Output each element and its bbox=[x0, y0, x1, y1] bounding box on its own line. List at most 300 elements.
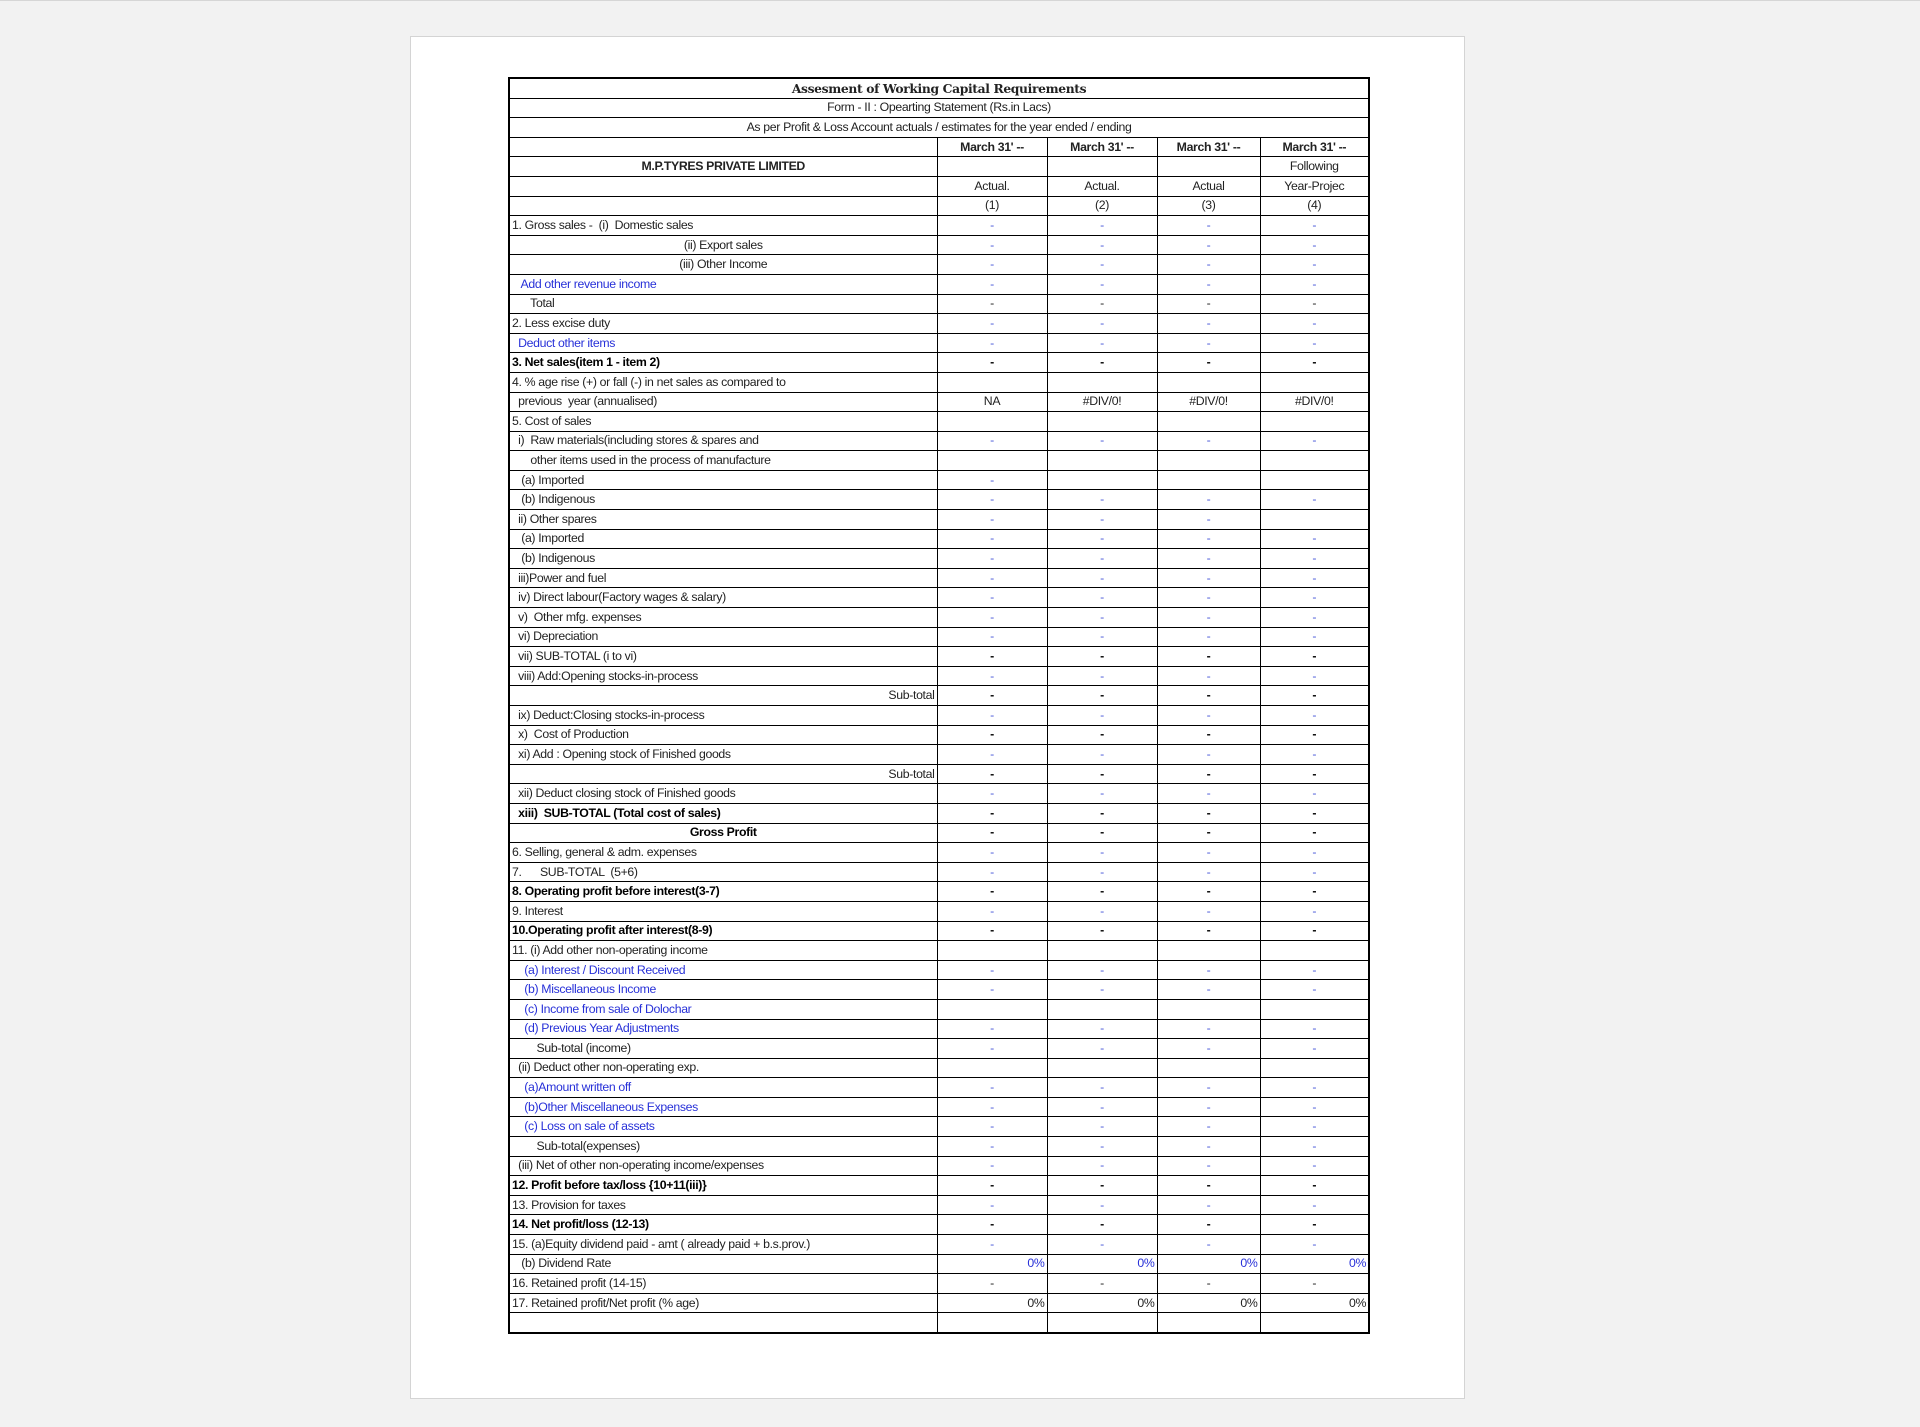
row-value-col-1: - bbox=[937, 294, 1047, 314]
row-value-col-4 bbox=[1260, 1058, 1369, 1078]
row-label: (iii) Net of other non-operating income/expenses bbox=[509, 1156, 937, 1176]
row-label: Gross Profit bbox=[509, 823, 937, 843]
row-value-col-4: - bbox=[1260, 1176, 1369, 1196]
row-value-col-4: - bbox=[1260, 803, 1369, 823]
row-value-col-1: - bbox=[937, 862, 1047, 882]
table-row bbox=[509, 941, 1369, 961]
row-value-col-2: - bbox=[1047, 1097, 1157, 1117]
row-value-col-1: - bbox=[937, 725, 1047, 745]
row-value-col-2: - bbox=[1047, 764, 1157, 784]
row-value-col-2: - bbox=[1047, 921, 1157, 941]
row-value-col-4: - bbox=[1260, 274, 1369, 294]
row-value-col-2: - bbox=[1047, 666, 1157, 686]
row-value-col-1: - bbox=[937, 627, 1047, 647]
row-value-col-1 bbox=[937, 1313, 1047, 1333]
row-value-col-1: - bbox=[937, 843, 1047, 863]
row-label: vi) Depreciation bbox=[509, 627, 937, 647]
row-value-col-3: - bbox=[1157, 745, 1260, 765]
row-value-col-4: - bbox=[1260, 216, 1369, 236]
row-value-col-4 bbox=[1260, 1313, 1369, 1333]
row-value-col-3: - bbox=[1157, 803, 1260, 823]
row-value-col-1: - bbox=[937, 960, 1047, 980]
row-value-col-2 bbox=[1047, 1313, 1157, 1333]
row-value-col-4: - bbox=[1260, 529, 1369, 549]
row-label: vii) SUB-TOTAL (i to vi) bbox=[509, 647, 937, 667]
header-kind-row bbox=[509, 176, 1369, 196]
row-label: (a) Imported bbox=[509, 529, 937, 549]
row-value-col-4 bbox=[1260, 470, 1369, 490]
row-value-col-4 bbox=[1260, 372, 1369, 392]
row-value-col-3: - bbox=[1157, 1274, 1260, 1294]
header-date-row bbox=[509, 137, 1369, 157]
row-value-col-4: - bbox=[1260, 725, 1369, 745]
row-value-col-3: - bbox=[1157, 1156, 1260, 1176]
table-row bbox=[509, 255, 1369, 275]
table-row bbox=[509, 960, 1369, 980]
table-row bbox=[509, 1039, 1369, 1059]
row-value-col-3: #DIV/0! bbox=[1157, 392, 1260, 412]
row-value-col-3: - bbox=[1157, 686, 1260, 706]
row-value-col-2: - bbox=[1047, 588, 1157, 608]
row-value-col-2: - bbox=[1047, 686, 1157, 706]
row-value-col-4: - bbox=[1260, 901, 1369, 921]
header-company-row bbox=[509, 157, 1369, 177]
row-value-col-3: - bbox=[1157, 901, 1260, 921]
row-value-col-1: - bbox=[937, 1215, 1047, 1235]
row-label: Total bbox=[509, 294, 937, 314]
row-value-col-1: - bbox=[937, 921, 1047, 941]
row-value-col-4: - bbox=[1260, 1078, 1369, 1098]
row-value-col-2 bbox=[1047, 999, 1157, 1019]
row-label: (a)Amount written off bbox=[509, 1078, 937, 1098]
table-row bbox=[509, 1215, 1369, 1235]
table-row bbox=[509, 706, 1369, 726]
row-value-col-3: - bbox=[1157, 627, 1260, 647]
row-value-col-4: - bbox=[1260, 745, 1369, 765]
row-value-col-2: - bbox=[1047, 1176, 1157, 1196]
operating-statement-table bbox=[508, 77, 1370, 1334]
row-value-col-1: - bbox=[937, 274, 1047, 294]
table-row bbox=[509, 1195, 1369, 1215]
row-value-col-3: - bbox=[1157, 1117, 1260, 1137]
row-label: i) Raw materials(including stores & spares and bbox=[509, 431, 937, 451]
row-value-col-2: - bbox=[1047, 1078, 1157, 1098]
row-value-col-1: - bbox=[937, 353, 1047, 373]
row-value-col-4: - bbox=[1260, 1156, 1369, 1176]
column-kind-top-3 bbox=[1157, 157, 1260, 177]
row-value-col-2: - bbox=[1047, 255, 1157, 275]
header-blank-cell bbox=[509, 176, 937, 196]
column-date-3: March 31' -- bbox=[1157, 137, 1260, 157]
row-label: Deduct other items bbox=[509, 333, 937, 353]
row-value-col-4: - bbox=[1260, 921, 1369, 941]
table-row bbox=[509, 608, 1369, 628]
row-value-col-1: - bbox=[937, 1117, 1047, 1137]
column-number-4: (4) bbox=[1260, 196, 1369, 216]
row-label: previous year (annualised) bbox=[509, 392, 937, 412]
row-value-col-4: - bbox=[1260, 627, 1369, 647]
table-row bbox=[509, 803, 1369, 823]
table-row bbox=[509, 451, 1369, 471]
table-row bbox=[509, 333, 1369, 353]
row-value-col-2: - bbox=[1047, 901, 1157, 921]
row-value-col-2: - bbox=[1047, 725, 1157, 745]
row-value-col-2 bbox=[1047, 372, 1157, 392]
row-value-col-1: - bbox=[937, 490, 1047, 510]
row-value-col-2: 0% bbox=[1047, 1254, 1157, 1274]
row-value-col-2 bbox=[1047, 412, 1157, 432]
row-value-col-1: - bbox=[937, 686, 1047, 706]
row-label: 6. Selling, general & adm. expenses bbox=[509, 843, 937, 863]
table-row bbox=[509, 784, 1369, 804]
table-row bbox=[509, 1097, 1369, 1117]
row-value-col-1: - bbox=[937, 529, 1047, 549]
row-label: (b)Other Miscellaneous Expenses bbox=[509, 1097, 937, 1117]
row-value-col-1: - bbox=[937, 255, 1047, 275]
row-value-col-2: - bbox=[1047, 314, 1157, 334]
row-value-col-2: - bbox=[1047, 568, 1157, 588]
row-value-col-4 bbox=[1260, 999, 1369, 1019]
row-value-col-1: - bbox=[937, 216, 1047, 236]
row-value-col-3: - bbox=[1157, 1176, 1260, 1196]
row-value-col-1: - bbox=[937, 647, 1047, 667]
table-row bbox=[509, 1313, 1369, 1333]
table-row bbox=[509, 725, 1369, 745]
row-value-col-3: - bbox=[1157, 882, 1260, 902]
row-label: (b) Indigenous bbox=[509, 549, 937, 569]
row-value-col-4: - bbox=[1260, 1039, 1369, 1059]
row-value-col-1 bbox=[937, 999, 1047, 1019]
row-value-col-3 bbox=[1157, 412, 1260, 432]
row-value-col-4: - bbox=[1260, 647, 1369, 667]
row-value-col-3: - bbox=[1157, 1078, 1260, 1098]
document-subtitle: Form - II : Opearting Statement (Rs.in Lacs) bbox=[509, 98, 1369, 118]
row-value-col-1: - bbox=[937, 1176, 1047, 1196]
row-value-col-2: - bbox=[1047, 1019, 1157, 1039]
row-value-col-2 bbox=[1047, 470, 1157, 490]
row-value-col-1: - bbox=[937, 568, 1047, 588]
table-row bbox=[509, 745, 1369, 765]
row-value-col-1: - bbox=[937, 1097, 1047, 1117]
row-value-col-3: - bbox=[1157, 431, 1260, 451]
column-date-4: March 31' -- bbox=[1260, 137, 1369, 157]
row-value-col-3: 0% bbox=[1157, 1254, 1260, 1274]
row-value-col-2: - bbox=[1047, 1156, 1157, 1176]
document-page bbox=[410, 36, 1465, 1399]
row-value-col-4: - bbox=[1260, 960, 1369, 980]
table-row bbox=[509, 294, 1369, 314]
row-value-col-4: 0% bbox=[1260, 1293, 1369, 1313]
row-value-col-2: - bbox=[1047, 784, 1157, 804]
basis-row bbox=[509, 118, 1369, 138]
row-value-col-4: - bbox=[1260, 666, 1369, 686]
table-row bbox=[509, 431, 1369, 451]
row-value-col-2: - bbox=[1047, 1117, 1157, 1137]
row-value-col-4: - bbox=[1260, 431, 1369, 451]
table-row bbox=[509, 353, 1369, 373]
row-value-col-1: - bbox=[937, 1039, 1047, 1059]
row-value-col-4: - bbox=[1260, 353, 1369, 373]
row-label: iii)Power and fuel bbox=[509, 568, 937, 588]
row-label: (c) Loss on sale of assets bbox=[509, 1117, 937, 1137]
row-value-col-3: - bbox=[1157, 274, 1260, 294]
row-value-col-1: - bbox=[937, 803, 1047, 823]
table-row bbox=[509, 666, 1369, 686]
row-value-col-1: - bbox=[937, 1195, 1047, 1215]
document-title: Assesment of Working Capital Requirements bbox=[509, 78, 1369, 98]
table-row bbox=[509, 1176, 1369, 1196]
row-value-col-2: - bbox=[1047, 627, 1157, 647]
row-value-col-4: - bbox=[1260, 1274, 1369, 1294]
row-label: x) Cost of Production bbox=[509, 725, 937, 745]
row-value-col-3: 0% bbox=[1157, 1293, 1260, 1313]
row-value-col-1: - bbox=[937, 1235, 1047, 1255]
row-value-col-2: - bbox=[1047, 510, 1157, 530]
row-label: ix) Deduct:Closing stocks-in-process bbox=[509, 706, 937, 726]
row-label: 15. (a)Equity dividend paid - amt ( already paid + b.s.prov.) bbox=[509, 1235, 937, 1255]
row-value-col-3 bbox=[1157, 999, 1260, 1019]
row-label: (d) Previous Year Adjustments bbox=[509, 1019, 937, 1039]
row-value-col-4: - bbox=[1260, 314, 1369, 334]
row-label: (iii) Other Income bbox=[509, 255, 937, 275]
row-value-col-3: - bbox=[1157, 588, 1260, 608]
row-value-col-1: - bbox=[937, 1156, 1047, 1176]
row-value-col-2: - bbox=[1047, 529, 1157, 549]
table-row bbox=[509, 510, 1369, 530]
row-value-col-3: - bbox=[1157, 1195, 1260, 1215]
row-value-col-1: - bbox=[937, 901, 1047, 921]
row-label: 1. Gross sales - (i) Domestic sales bbox=[509, 216, 937, 236]
row-value-col-3: - bbox=[1157, 1137, 1260, 1157]
row-label: 13. Provision for taxes bbox=[509, 1195, 937, 1215]
row-value-col-2: - bbox=[1047, 1215, 1157, 1235]
row-value-col-3: - bbox=[1157, 549, 1260, 569]
row-label: 9. Interest bbox=[509, 901, 937, 921]
table-row bbox=[509, 490, 1369, 510]
row-value-col-1: - bbox=[937, 510, 1047, 530]
row-value-col-3: - bbox=[1157, 1097, 1260, 1117]
row-value-col-1: - bbox=[937, 980, 1047, 1000]
table-row bbox=[509, 274, 1369, 294]
row-value-col-4: - bbox=[1260, 294, 1369, 314]
row-value-col-1: - bbox=[937, 314, 1047, 334]
row-value-col-3: - bbox=[1157, 823, 1260, 843]
column-kind-4: Year-Projec bbox=[1260, 176, 1369, 196]
row-value-col-1: - bbox=[937, 235, 1047, 255]
row-value-col-2: - bbox=[1047, 843, 1157, 863]
row-value-col-2: - bbox=[1047, 882, 1157, 902]
row-label: (ii) Deduct other non-operating exp. bbox=[509, 1058, 937, 1078]
row-value-col-2: - bbox=[1047, 294, 1157, 314]
row-value-col-2 bbox=[1047, 941, 1157, 961]
row-value-col-2: - bbox=[1047, 353, 1157, 373]
table-row bbox=[509, 862, 1369, 882]
table-row bbox=[509, 235, 1369, 255]
row-value-col-3: - bbox=[1157, 960, 1260, 980]
row-value-col-1: - bbox=[937, 706, 1047, 726]
row-value-col-1 bbox=[937, 451, 1047, 471]
row-value-col-3: - bbox=[1157, 353, 1260, 373]
row-value-col-3: - bbox=[1157, 843, 1260, 863]
header-blank-cell bbox=[509, 196, 937, 216]
table-row bbox=[509, 1117, 1369, 1137]
window-top-border bbox=[0, 0, 1920, 1]
row-value-col-1 bbox=[937, 941, 1047, 961]
row-value-col-2: - bbox=[1047, 1137, 1157, 1157]
row-value-col-4: - bbox=[1260, 608, 1369, 628]
row-label: (b) Dividend Rate bbox=[509, 1254, 937, 1274]
row-value-col-1: - bbox=[937, 666, 1047, 686]
row-value-col-3: - bbox=[1157, 980, 1260, 1000]
row-label: Sub-total (income) bbox=[509, 1039, 937, 1059]
row-label: (a) Interest / Discount Received bbox=[509, 960, 937, 980]
table-row bbox=[509, 882, 1369, 902]
row-value-col-4: 0% bbox=[1260, 1254, 1369, 1274]
row-value-col-2 bbox=[1047, 451, 1157, 471]
row-label: 5. Cost of sales bbox=[509, 412, 937, 432]
row-value-col-1: - bbox=[937, 1274, 1047, 1294]
table-row bbox=[509, 686, 1369, 706]
row-value-col-4: - bbox=[1260, 333, 1369, 353]
row-value-col-1: - bbox=[937, 764, 1047, 784]
row-value-col-2: #DIV/0! bbox=[1047, 392, 1157, 412]
row-label: 2. Less excise duty bbox=[509, 314, 937, 334]
row-label: xi) Add : Opening stock of Finished goods bbox=[509, 745, 937, 765]
row-label: 11. (i) Add other non-operating income bbox=[509, 941, 937, 961]
row-value-col-3: - bbox=[1157, 490, 1260, 510]
row-value-col-2: - bbox=[1047, 431, 1157, 451]
row-value-col-3 bbox=[1157, 451, 1260, 471]
row-value-col-3: - bbox=[1157, 255, 1260, 275]
table-row bbox=[509, 999, 1369, 1019]
row-value-col-2: 0% bbox=[1047, 1293, 1157, 1313]
row-value-col-3: - bbox=[1157, 725, 1260, 745]
column-date-1: March 31' -- bbox=[937, 137, 1047, 157]
row-value-col-4: - bbox=[1260, 843, 1369, 863]
row-value-col-1: 0% bbox=[937, 1293, 1047, 1313]
row-value-col-2: - bbox=[1047, 608, 1157, 628]
row-value-col-2: - bbox=[1047, 235, 1157, 255]
row-value-col-2 bbox=[1047, 1058, 1157, 1078]
table-row bbox=[509, 1137, 1369, 1157]
table-row bbox=[509, 1019, 1369, 1039]
row-value-col-2: - bbox=[1047, 706, 1157, 726]
row-label: 16. Retained profit (14-15) bbox=[509, 1274, 937, 1294]
table-row bbox=[509, 372, 1369, 392]
row-value-col-4: - bbox=[1260, 784, 1369, 804]
row-value-col-2: - bbox=[1047, 1039, 1157, 1059]
row-value-col-3: - bbox=[1157, 764, 1260, 784]
row-value-col-3: - bbox=[1157, 568, 1260, 588]
row-value-col-4 bbox=[1260, 941, 1369, 961]
row-value-col-3: - bbox=[1157, 1019, 1260, 1039]
row-value-col-1: - bbox=[937, 549, 1047, 569]
row-label: Sub-total bbox=[509, 764, 937, 784]
column-kind-top-1 bbox=[937, 157, 1047, 177]
row-value-col-1 bbox=[937, 412, 1047, 432]
row-value-col-1: - bbox=[937, 333, 1047, 353]
row-label: 3. Net sales(item 1 - item 2) bbox=[509, 353, 937, 373]
row-value-col-4: - bbox=[1260, 1117, 1369, 1137]
table-row bbox=[509, 412, 1369, 432]
row-value-col-1: - bbox=[937, 745, 1047, 765]
table-row bbox=[509, 1254, 1369, 1274]
row-value-col-2: - bbox=[1047, 647, 1157, 667]
row-value-col-1: - bbox=[937, 1137, 1047, 1157]
row-value-col-4: - bbox=[1260, 882, 1369, 902]
row-value-col-3: - bbox=[1157, 510, 1260, 530]
table-row bbox=[509, 314, 1369, 334]
row-value-col-4: - bbox=[1260, 706, 1369, 726]
row-value-col-1 bbox=[937, 1058, 1047, 1078]
row-label: (b) Miscellaneous Income bbox=[509, 980, 937, 1000]
row-value-col-4: - bbox=[1260, 686, 1369, 706]
row-label: ii) Other spares bbox=[509, 510, 937, 530]
row-label: (ii) Export sales bbox=[509, 235, 937, 255]
table-row bbox=[509, 627, 1369, 647]
row-label: 4. % age rise (+) or fall (-) in net sales as compared to bbox=[509, 372, 937, 392]
row-label: Sub-total(expenses) bbox=[509, 1137, 937, 1157]
table-row bbox=[509, 980, 1369, 1000]
row-value-col-1: - bbox=[937, 882, 1047, 902]
table-row bbox=[509, 392, 1369, 412]
row-label: (c) Income from sale of Dolochar bbox=[509, 999, 937, 1019]
table-row bbox=[509, 1156, 1369, 1176]
table-row bbox=[509, 529, 1369, 549]
row-value-col-3 bbox=[1157, 470, 1260, 490]
row-value-col-1: - bbox=[937, 588, 1047, 608]
row-label: xiii) SUB-TOTAL (Total cost of sales) bbox=[509, 803, 937, 823]
column-kind-1: Actual. bbox=[937, 176, 1047, 196]
row-value-col-2: - bbox=[1047, 960, 1157, 980]
row-value-col-4: - bbox=[1260, 823, 1369, 843]
table-row bbox=[509, 843, 1369, 863]
row-value-col-2: - bbox=[1047, 549, 1157, 569]
row-value-col-1: - bbox=[937, 608, 1047, 628]
row-value-col-3: - bbox=[1157, 1215, 1260, 1235]
row-value-col-2: - bbox=[1047, 745, 1157, 765]
row-value-col-3: - bbox=[1157, 921, 1260, 941]
table-row bbox=[509, 568, 1369, 588]
table-row bbox=[509, 1078, 1369, 1098]
row-value-col-3: - bbox=[1157, 608, 1260, 628]
table-row bbox=[509, 216, 1369, 236]
row-value-col-2: - bbox=[1047, 862, 1157, 882]
row-value-col-3: - bbox=[1157, 862, 1260, 882]
company-name: M.P.TYRES PRIVATE LIMITED bbox=[509, 157, 937, 177]
table-row bbox=[509, 1235, 1369, 1255]
row-value-col-2: - bbox=[1047, 274, 1157, 294]
row-value-col-4: - bbox=[1260, 764, 1369, 784]
row-label: Sub-total bbox=[509, 686, 937, 706]
row-value-col-3 bbox=[1157, 372, 1260, 392]
column-kind-2: Actual. bbox=[1047, 176, 1157, 196]
row-label: 17. Retained profit/Net profit (% age) bbox=[509, 1293, 937, 1313]
row-value-col-3: - bbox=[1157, 333, 1260, 353]
column-kind-3: Actual bbox=[1157, 176, 1260, 196]
column-kind-top-2 bbox=[1047, 157, 1157, 177]
row-label: iv) Direct labour(Factory wages & salary) bbox=[509, 588, 937, 608]
row-value-col-2: - bbox=[1047, 490, 1157, 510]
row-value-col-3: - bbox=[1157, 529, 1260, 549]
row-value-col-4: - bbox=[1260, 1195, 1369, 1215]
row-label: (b) Indigenous bbox=[509, 490, 937, 510]
row-value-col-4: - bbox=[1260, 1137, 1369, 1157]
row-value-col-3: - bbox=[1157, 1235, 1260, 1255]
row-label: 10.Operating profit after interest(8-9) bbox=[509, 921, 937, 941]
row-value-col-2: - bbox=[1047, 823, 1157, 843]
row-label: 14. Net profit/loss (12-13) bbox=[509, 1215, 937, 1235]
